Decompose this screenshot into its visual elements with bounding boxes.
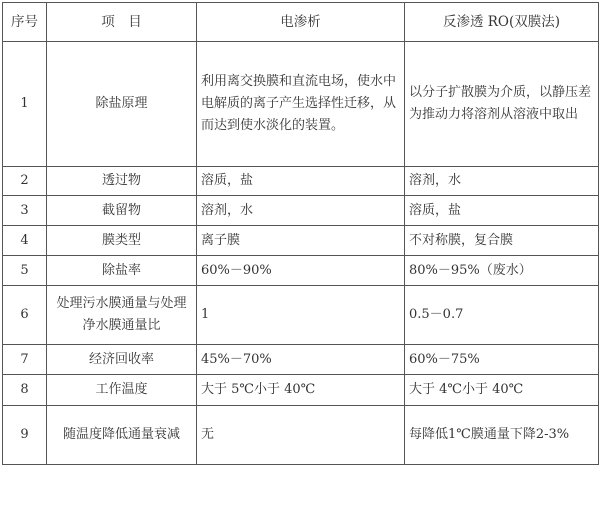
row-index: 7	[3, 345, 47, 375]
row-item: 除盐率	[47, 256, 197, 286]
row-index: 4	[3, 226, 47, 256]
row-index: 5	[3, 256, 47, 286]
table-row	[3, 345, 599, 375]
row-reverse-osmosis: 溶剂，水	[405, 167, 599, 196]
header-index: 序号	[3, 3, 47, 42]
row-item: 经济回收率	[47, 345, 197, 375]
row-item: 膜类型	[47, 226, 197, 256]
table-row	[3, 167, 599, 196]
row-electrodialysis: 无	[197, 406, 405, 465]
row-item: 透过物	[47, 167, 197, 196]
row-item: 除盐原理	[47, 42, 197, 167]
row-index: 3	[3, 196, 47, 226]
table-row	[3, 286, 599, 345]
row-electrodialysis: 溶剂，水	[197, 196, 405, 226]
row-index: 8	[3, 375, 47, 406]
header-electrodialysis: 电渗析	[197, 3, 405, 42]
table-row	[3, 406, 599, 465]
table-row	[3, 256, 599, 286]
table-row	[3, 226, 599, 256]
row-index: 6	[3, 286, 47, 345]
row-reverse-osmosis: 每降低1℃膜通量下降2-3%	[405, 406, 599, 465]
row-item: 截留物	[47, 196, 197, 226]
row-item: 处理污水膜通量与处理净水膜通量比	[47, 286, 197, 345]
row-reverse-osmosis: 溶质，盐	[405, 196, 599, 226]
row-reverse-osmosis: 60%－75%	[405, 345, 599, 375]
table-row	[3, 196, 599, 226]
row-item: 工作温度	[47, 375, 197, 406]
row-reverse-osmosis: 大于 4℃小于 40℃	[405, 375, 599, 406]
row-index: 2	[3, 167, 47, 196]
row-item: 随温度降低通量衰减	[47, 406, 197, 465]
header-item: 项 目	[47, 3, 197, 42]
row-electrodialysis: 利用离交换膜和直流电场，使水中电解质的离子产生选择性迁移，从而达到使水淡化的装置。	[197, 42, 405, 167]
header-reverse-osmosis: 反渗透 RO(双膜法)	[405, 3, 599, 42]
row-electrodialysis: 离子膜	[197, 226, 405, 256]
table-header-row	[3, 3, 599, 42]
table-row	[3, 42, 599, 167]
row-electrodialysis: 60%－90%	[197, 256, 405, 286]
row-reverse-osmosis: 不对称膜，复合膜	[405, 226, 599, 256]
row-index: 1	[3, 42, 47, 167]
row-index: 9	[3, 406, 47, 465]
row-electrodialysis: 45%－70%	[197, 345, 405, 375]
row-reverse-osmosis: 以分子扩散膜为介质，以静压差为推动力将溶剂从溶液中取出	[405, 42, 599, 167]
row-electrodialysis: 1	[197, 286, 405, 345]
row-electrodialysis: 大于 5℃小于 40℃	[197, 375, 405, 406]
row-reverse-osmosis: 80%－95%（废水）	[405, 256, 599, 286]
row-reverse-osmosis: 0.5－0.7	[405, 286, 599, 345]
comparison-table	[2, 2, 599, 465]
table-row	[3, 375, 599, 406]
row-electrodialysis: 溶质，盐	[197, 167, 405, 196]
